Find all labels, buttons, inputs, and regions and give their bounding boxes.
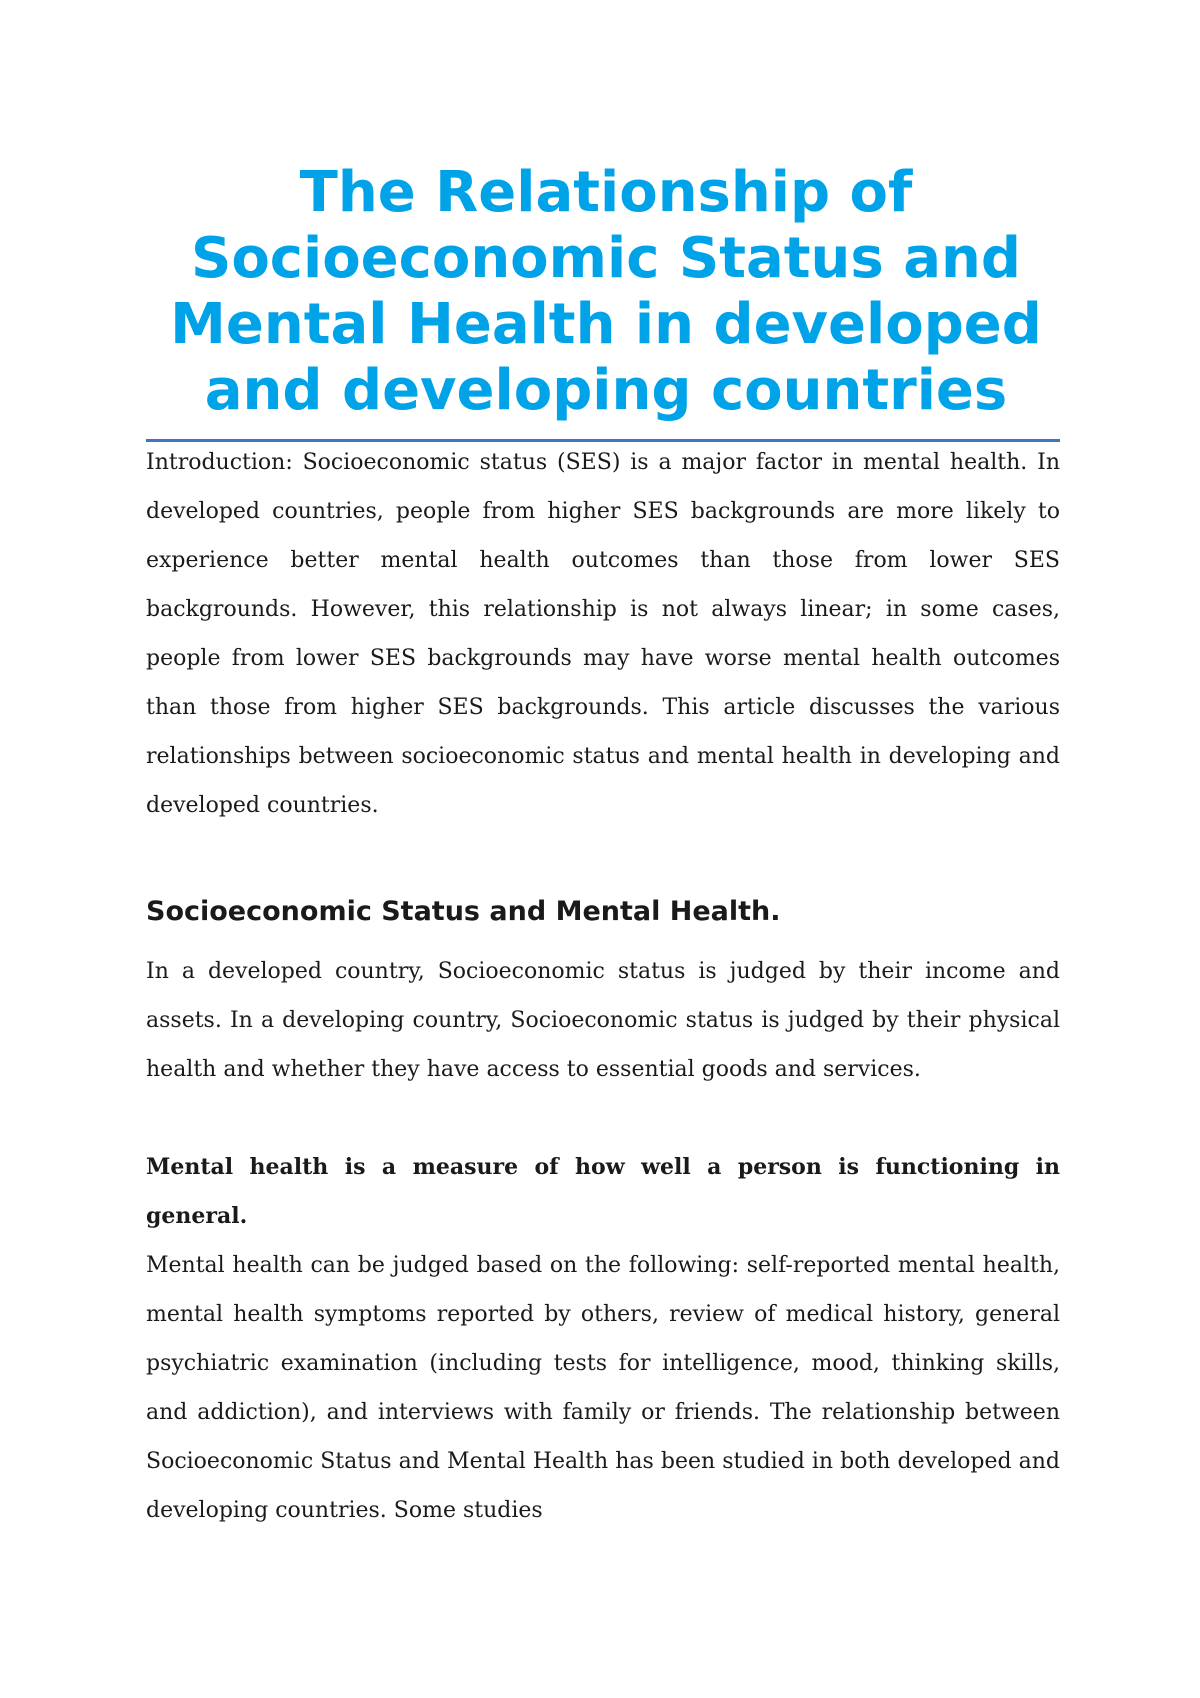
body-paragraph-ses: In a developed country, Socioeconomic status is judged by their income and assets. In a developing country, Socioeconomic status is judged by their physical health and whether they have access to essential goods and services. bbox=[146, 959, 1060, 1082]
body-paragraph-mental-health: Mental health can be judged based on the following: self-reported mental health, mental health symptoms reported by others, review of medical history, general psychiatric examination (including tests for intelligence, mood, thinking skills, and addiction), and interviews with family or friends. The relationship between Socioeconomic Status and Mental Health has been studied in both developed and developing countries. Some studies bbox=[146, 1253, 1060, 1523]
bold-paragraph-mental-health: Mental health is a measure of how well a person is functioning in general. bbox=[146, 1154, 1060, 1229]
intro-paragraph: Introduction: Socioeconomic status (SES) is a major factor in mental health. In developed countries, people from higher SES backgrounds are more likely to experience better mental health outcomes than those from lower SES backgrounds. However, this relationship is not always linear; in some cases, people from lower SES backgrounds may have worse mental health outcomes than those from higher SES backgrounds. This article discusses the various relationships between socioeconomic status and mental health in developing and developed countries. bbox=[146, 450, 1060, 818]
section-heading: Socioeconomic Status and Mental Health. bbox=[146, 896, 781, 927]
document-title: The Relationship of Socioeconomic Status and Mental Health in developed and developing countries bbox=[170, 160, 1042, 423]
